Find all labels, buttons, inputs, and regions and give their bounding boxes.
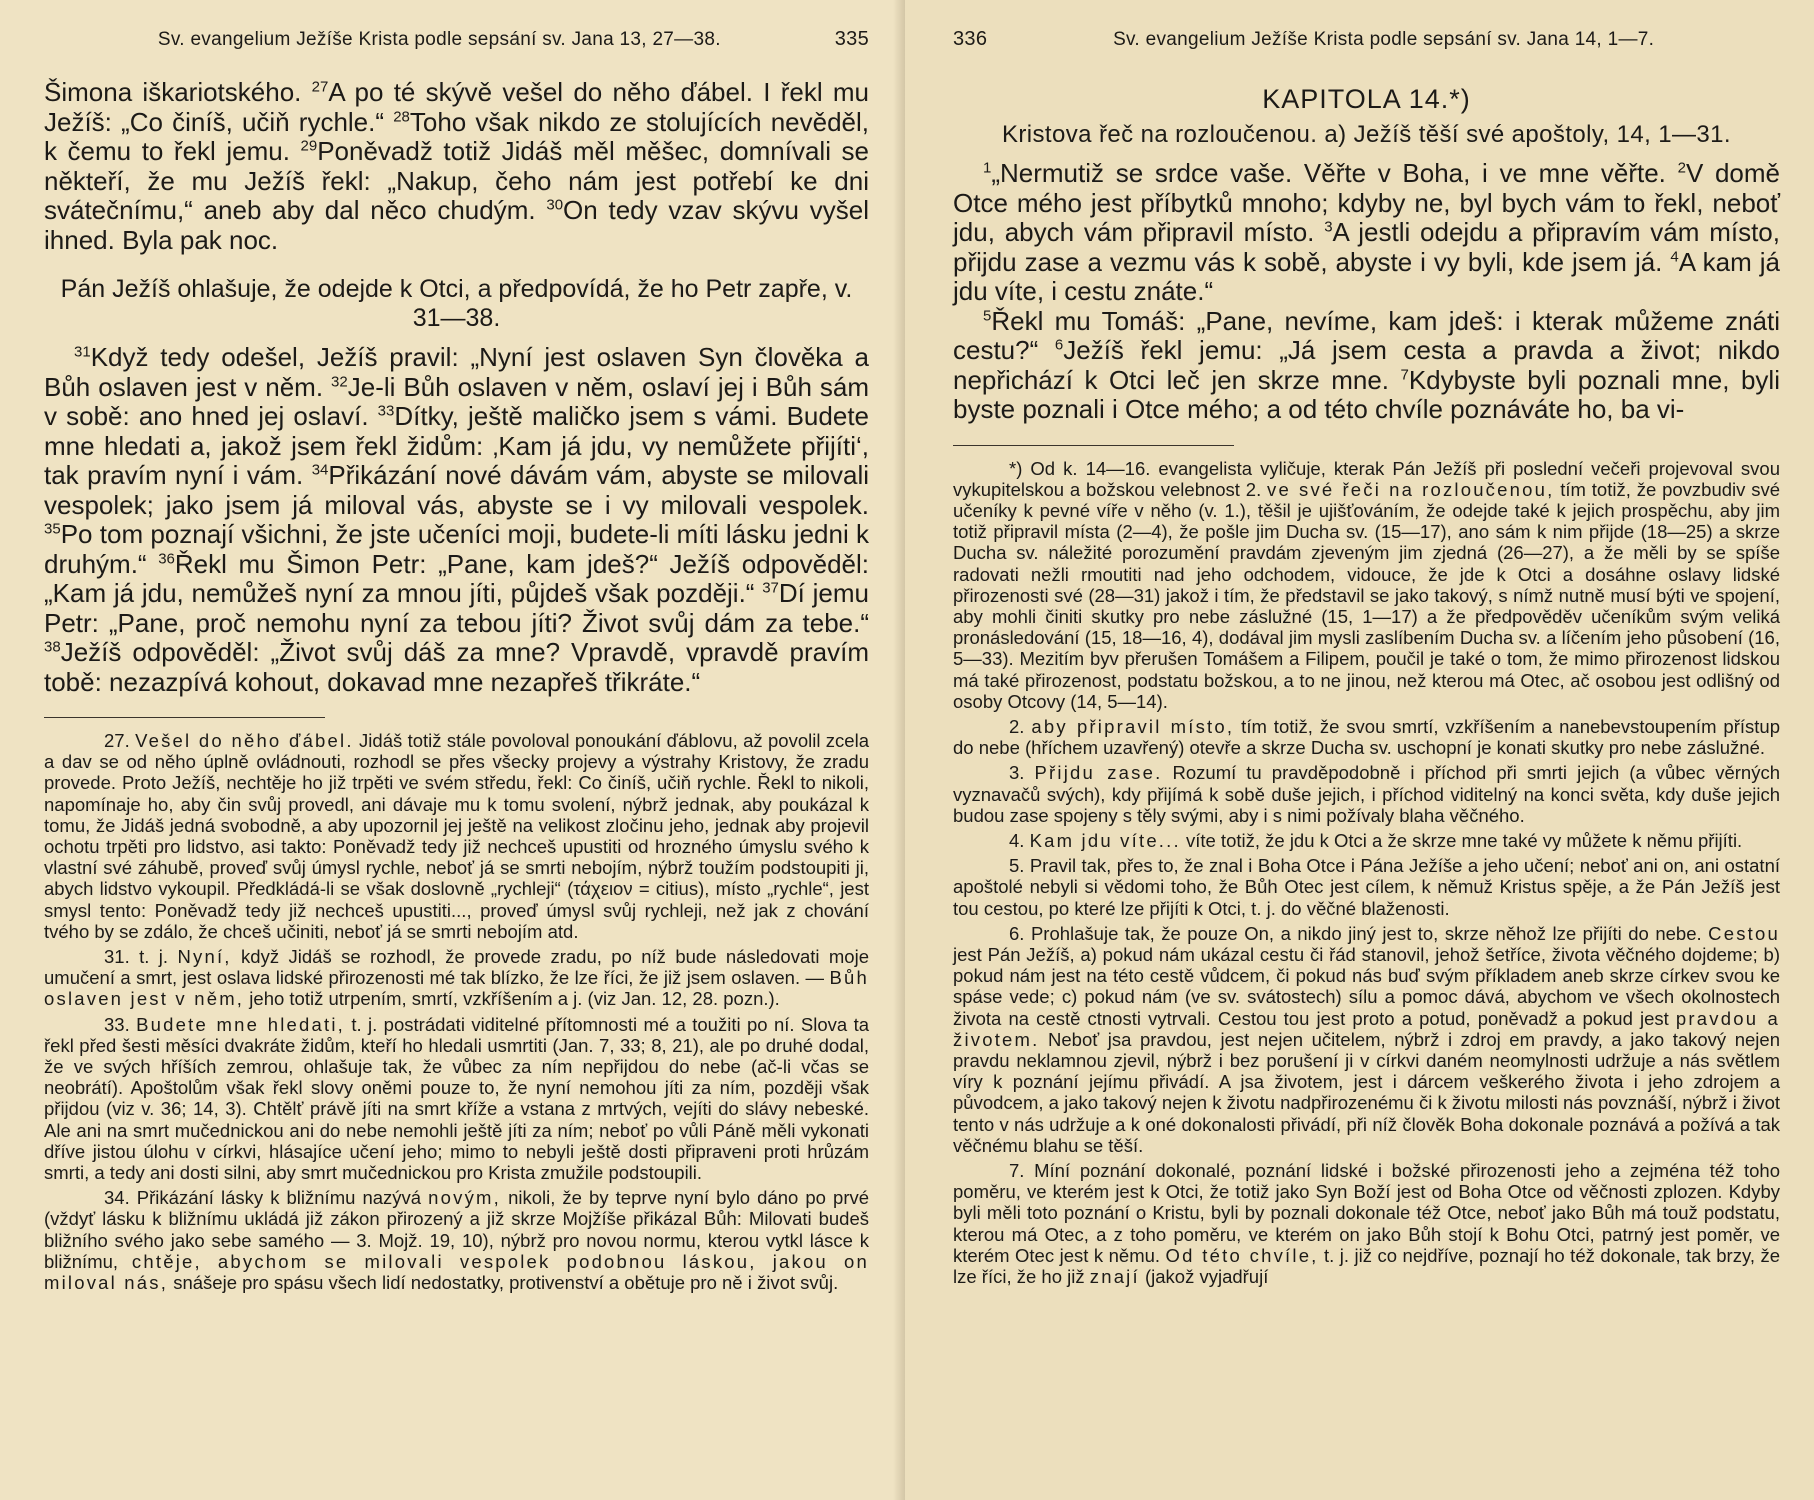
note-6: 6. Prohlašuje tak, že pouze On, a nikdo jiný jest to, skrze něhož lze přijíti do nebe. Cestou jest Pán Ježíš, a) pokud nám ukázal cestu či řád stanovil, jehož šetříce, života věčného dojdeme; b) pokud nám jest na této cestě vůdcem, či pokud nás buď svým příkladem aneb skrze církev svou ke spáse vede; c) pokud nám (ve sv. svátostech) sílu a pomoc dává, abychom ve všech okolnostech života na cestě ctnosti vytrvali. Cestou tou jest proto a potud, poněvadž a pokud jest pravdou a životem. Neboť jsa pravdou, jest nejen učitelem, nýbrž i zdroj em pravdy, a jako takový nejen pravdu neklamnou zjevil, nýbrž i bez porušení ji v církvi daném neomylnosti udržuje a nás světlem víry k poznání jejímu přivádí. A jsa životem, jest i dárcem veškerého života i jeho zdrojem a původcem, a jako takový nejen k životu nadpřirozenému či k životu milosti nás povznáší, nýbrž i život tento v nás udržuje a k oné dokonalosti přivádí, při níž člověk Boha dokonale poznává a požívá a tak věčnému blahu se těší.: [953, 922, 1780, 1156]
left-header-title: Sv. evangelium Ježíše Krista podle sepsání sv. Jana 13, 27—38.: [157, 29, 721, 50]
left-main-text: [44, 78, 869, 697]
right-main-text: [953, 159, 1780, 425]
verse-number: 3: [1324, 218, 1333, 236]
note-33: 33. Budete mne hledati, t. j. postrádati viditelné přítomnosti mé a toužiti po ní. Slova ta řekl před šesti měsíci dvakráte židům, kteří ho hledali usmrtiti (Jan. 7, 33; 8, 21), ale po druhé dodal, že ve svých hříších zemrou, ohlašuje tak, že vůbec za ním nepřijdou do nebe (ač-li včas se neobrátí). Apoštolům však řekl slovy oněmi pouze to, že nyní nemohou jíti za ním, později však přijdou (viz v. 36; 14, 3). Chtělť právě jíti na smrt kříže a vstana z mrtvých, vejíti do slávy nebeské. Ale ani na smrt mučednickou ani do nebe nemohli ještě jíti za ním; neboť po vůli Páně měli vykonati dříve jistou úlohu v církvi, hlásajíce učení jeho; mimo to nebyli ještě dosti připraveni proti hrůzám smrti, a tedy ani dosti silni, aby smrt mučednickou pro Krista zmužile podstoupili.: [44, 1013, 869, 1184]
verse-number: 29: [300, 137, 318, 155]
verse-number: 34: [311, 461, 329, 479]
verse-number: 4: [1670, 247, 1679, 265]
note-7: 7. Míní poznání dokonalé, poznání lidské i božské přirozenosti jeho a zejména též toho poměru, ve kterém jest k Otci, že totiž jako Syn Boží jest od Boha Otce od věčnosti zplozen. Kdyby byli měli toto poznání o Kristu, byli by poznali dokonale též Otce, neboť jako Bůh má touž podstatu, kterou má Otec, a z toho poměru, ve kterém on jako Bůh stojí k Bohu Otci, patrný jest poměr, ve kterém Otec jest k němu. Od této chvíle, t. j. již co nejdříve, poznají ho též dokonale, tak brzy, že lze říci, že ho již znají (jakož vyjadřují: [953, 1160, 1780, 1288]
footnote-divider: [953, 445, 1234, 446]
note-2: 2. aby připravil místo, tím totiž, že svou smrtí, vzkříšením a nanebevstoupením přístup do nebe (hříchem uzavřený) otevře a skrze Ducha sv. uschopní je konati skutky pro nebe záslužné.: [953, 715, 1780, 759]
left-footnotes: [44, 730, 869, 1293]
right-page: [905, 0, 1814, 1500]
note-3: 3. Přijdu zase. Rozumí tu pravděpodobně i příchod při smrti jejich (a vůbec věrných vyznavačů svých), kdy přijímá k sobě duše jejich, i příchod viditelný na konci světa, kdy duše jejich budou zase spojeny s těly svými, aby i s nimi požívaly blaha věčného.: [953, 762, 1780, 826]
right-running-header: [953, 28, 1780, 60]
verse-number: 2: [1677, 159, 1686, 177]
paragraph-verses-5-7: $^5$Řekl mu Tomáš: „Pane, nevíme, kam jdeš: i kterak můžeme znáti cestu?“ $^6$Ježíš řekl jemu: „Já jsem cesta a pravda a život; nikdo nepřichází k Otci leč jen skrze mne. $^7$Kdybyste byli poznali mne, byli byste poznali i Otce mého; a od této chvíle poznáváte ho, ba vi-: [953, 305, 1780, 424]
note-4: 4. Kam jdu víte... víte totiž, že jdu k Otci a že skrze mne také vy můžete k němu přijíti.: [1009, 829, 1743, 851]
left-page: [0, 0, 905, 1500]
left-page-number: 335: [834, 28, 869, 50]
right-footnotes: [953, 458, 1780, 1288]
note-5: 5. Pravil tak, přes to, že znal i Boha Otce i Pána Ježíše a jeho učení; neboť ani on, ani ostatní apoštolé nebyli si vědomi toho, že Bůh Otec jest cílem, k němuž Kristus spěje, a že Pán Ježíš jest tou cestou, po které lze přijíti k Otci, t. j. do věčné blaženosti.: [953, 855, 1780, 919]
verse-number: 31: [74, 343, 91, 361]
verse-number: 33: [377, 402, 395, 420]
verse-number: 28: [393, 107, 410, 125]
note-star: *) Od k. 14—16. evangelista vyličuje, kterak Pán Ježíš při poslední večeři projevoval svou vykupitelskou a božskou velebnost 2. ve své řeči na rozloučenou, tím totiž, že povzbudiv své učeníky k pevné víře v něho (v. 1.), těšil je ujišťováním, že odejde také k jejich prospěchu, aby jim totiž připravil místa (2—4), že pošle jim Ducha sv. (15—17), ano sám k nim přijde (18—25) a skrze Ducha sv. náležité porozumění pravdám zjeveným jim zjedná (26—27), a že měli by se spíše radovati nežli rmoutiti nad jeho odchodem, vidouce, že jde k Otci a dosáhne oslavy lidské přirozenosti své (28—31) jakož i tím, že představil se jako takový, s nímž nutně musí býti ve spojení, aby mohli činiti skutky pro nebe záslužné (15, 1—17) a že předpověděv učeníkům svým veliká pronásledování (15, 18—16, 4), dodával jim mysli zaslíbením Ducha sv. a líčením jeho působení (16, 5—33). Mezitím byv přerušen Tomášem a Filipem, poučil je také o tom, že mimo přirozenost lidskou má také přirozenost, podstatu božskou, a to ne jinou, než kterou má Otec, ač osobou jest odlišný od osoby Otcovy (14, 5—14).: [953, 457, 1780, 712]
note-31: 31. t. j. Nyní, když Jidáš se rozhodl, že provede zradu, po níž bude následovati moje umučení a smrt, jest oslava lidské přirozenosti mé tak blízko, že lze říci, že již jsem oslaven. — Bůh oslaven jest v něm, jeho totiž utrpením, smrtí, vzkříšením a j. (viz Jan. 12, 28. pozn.).: [44, 946, 869, 1010]
verse-number: 6: [1054, 336, 1064, 354]
verse-number: 32: [331, 372, 348, 390]
verse-number: 1: [983, 159, 992, 177]
note-27: 27. Vešel do něho ďábel. Jidáš totiž stále povoloval ponoukání ďáblovu, až povolil zcela a dav se od něho úplně ovládnouti, rozhodl se přes všecky projevy a výstrahy Kristovy, že zradu provede. Proto Ježíš, nechtěje ho již trpěti ve svém středu, řekl: Co činíš, učiň rychle. Řekl to nikoli, napomínaje ho, aby čin svůj provedl, ani dávaje mu k tomu svolení, nýbrž jednak, aby poukázal k tomu, že Jidáš jedná svobodně, a aby upozornil jej ještě na velikost zločinu jeho, jednak aby projevil ochotu trpěti pro lidstvo, asi takto: Poněvadž tedy již nechceš upustiti od hrozného úmyslu svého k vlastní své záhubě, proveď svůj úmysl rychle, neboť já se smrti nebojím, nýbrž toužím podstoupiti ji, abych lidstvo vykoupil. Předkládá-li se však doslovně „rychleji“ (τάχειον = citius), místo „rychle“, jest smysl tento: Poněvadž tedy již nechceš upustiti..., proveď úmysl svůj rychleji, než jak z chování tvého by se zdálo, že chceš učiniti, neboť já se smrti nebojím atd.: [44, 730, 869, 942]
left-running-header: [44, 28, 869, 60]
right-header-title: Sv. evangelium Ježíše Krista podle sepsání sv. Jana 14, 1—7.: [1113, 29, 1655, 50]
verse-number: 36: [158, 549, 175, 567]
paragraph-verses-31-38: $^{31}$Když tedy odešel, Ježíš pravil: „Nyní jest oslaven Syn člověka a Bůh oslaven jest v něm. $^{32}$Je-li Bůh oslaven v něm, oslaví jej i Bůh sám v sobě: ano hned jej oslaví. $^{33}$Dítky, ještě maličko jsem s vámi. Budete mne hledati a, jakož jsem řekl židům: ‚Kam já jdu, vy nemůžete přijíti‘, tak pravím nyní i vám. $^{34}$Přikázání nové dávám vám, abyste se milovali vespolek; jako jsem já miloval vás, abyste se i vy milovali vespolek. $^{35}$Po tom poznají všichni, že jste učeníci moji, budete-li míti lásku jedni k druhým.“ $^{36}$Řekl mu Šimon Petr: „Pane, kam jdeš?“ Ježíš odpověděl: „Kam já jdu, nemůžeš nyní za mnou jíti, půjdeš však později.“ $^{37}$Dí jemu Petr: „Pane, proč nemohu nyní za tebou jíti? Život svůj dám za tebe.“ $^{38}$Ježíš odpověděl: „Život svůj dáš za mne? Vpravdě, vpravdě pravím tobě: nezazpívá kohout, dokavad mne nezapřeš třikráte.“: [44, 342, 870, 697]
verse-number: 30: [546, 196, 564, 214]
verse-number: 7: [1400, 365, 1409, 383]
paragraph-verses-1-4: $^1$„Nermutiž se srdce vaše. Věřte v Boha, i ve mne věřte. $^2$V domě Otce mého jest příbytků mnoho; kdyby ne, byl bych vám to řekl, neboť jdu, abych vám připravil místo. $^3$A jestli odejdu a připravím vám místo, přijdu zase a vezmu vás k sobě, abyste i vy byli, kde jsem já. $^4$A kam já jdu víte, i cestu znáte.“: [953, 158, 1780, 306]
paragraph-verses-27-30: Šimona iškariotského. $^{27}$A po té skývě vešel do něho ďábel. I řekl mu Ježíš: „Co činíš, učiň rychle.“ $^{28}$Toho však nikdo ze stolujících nevěděl, k čemu to řekl jemu. $^{29}$Poněvadž totiž Jidáš měl měšec, domnívali se někteří, že mu Ježíš řekl: „Nakup, čeho nám jest potřebí ke dni svátečnímu,“ aneb aby dal něco chudým. $^{30}$On tedy vzav skývu vyšel ihned. Byla pak noc.: [44, 77, 870, 255]
verse-number: 37: [762, 579, 779, 597]
note-34: 34. Přikázání lásky k bližnímu nazývá novým, nikoli, že by teprve nyní bylo dáno po prvé (vždyť lásku k bližnímu ukládá již zákon přirozený a již skrze Mojžíše přikázal Bůh: Milovati budeš bližního svého jako sebe samého — 3. Mojž. 19, 10), nýbrž pro novou normu, kterou vytkl lásce k bližnímu, chtěje, abychom se milovali vespolek podobnou láskou, jakou on miloval nás, snášeje pro spásu všech lidí nedostatky, protivenství a obětuje pro ně i život svůj.: [44, 1187, 870, 1294]
footnote-divider: [44, 717, 325, 718]
right-page-number: 336: [953, 28, 988, 50]
verse-number: 38: [44, 638, 61, 656]
verse-number: 27: [311, 78, 329, 96]
verse-number: 5: [983, 306, 992, 324]
verse-number: 35: [44, 520, 61, 538]
chapter-subheading: Kristova řeč na rozloučenou. a) Ježíš těší své apoštoly, 14, 1—31.: [1002, 121, 1731, 148]
chapter-heading: KAPITOLA 14.*): [1262, 84, 1471, 114]
section-heading: Pán Ježíš ohlašuje, že odejde k Otci, a předpovídá, že ho Petr zapře, v. 31—38.: [60, 275, 853, 332]
